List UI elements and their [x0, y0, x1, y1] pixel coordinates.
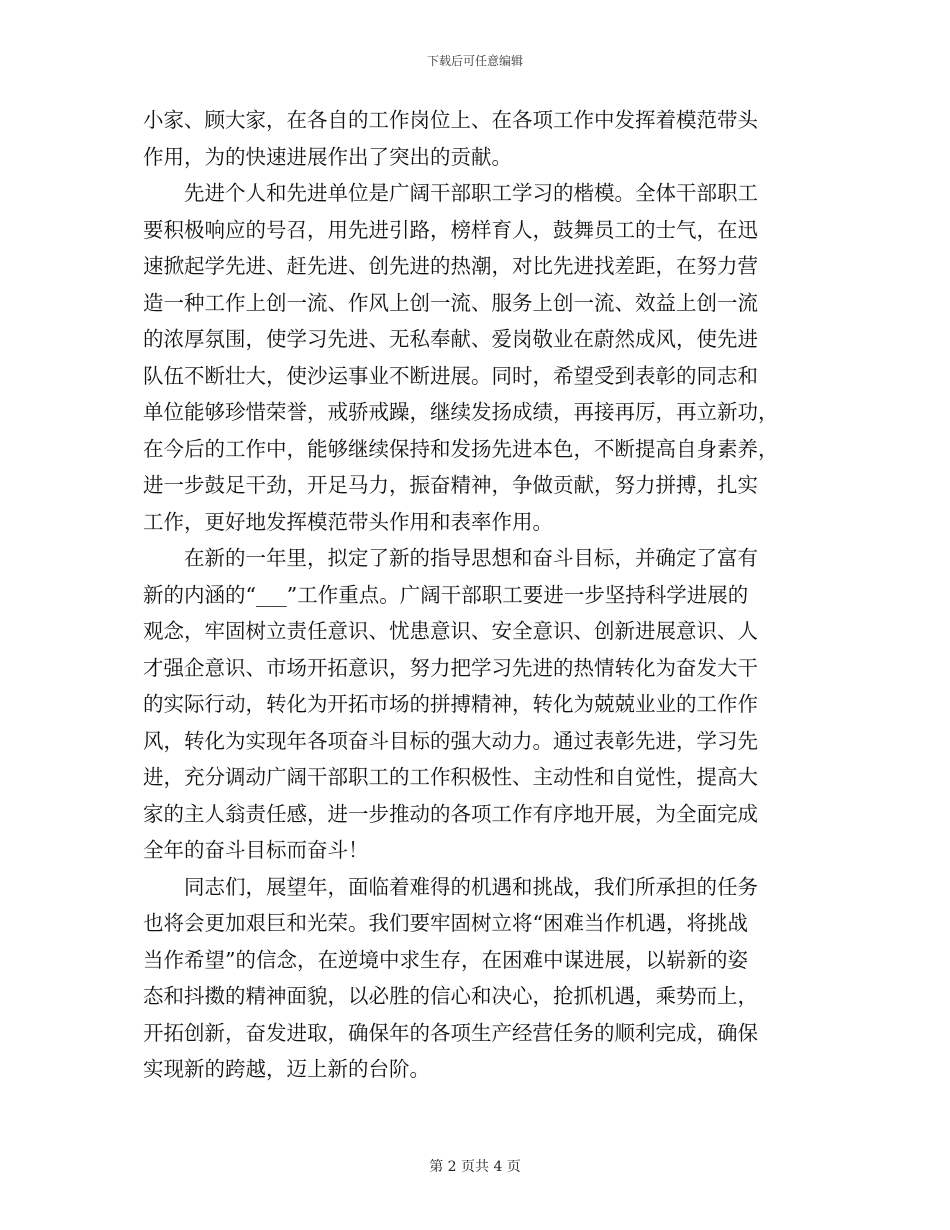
text-line: 进一步鼓足干劲，开足马力，振奋精神，争做贡献，努力拼搏，扎实	[143, 473, 758, 497]
text-line: 全年的奋斗目标而奋斗！	[143, 838, 369, 862]
text-line: 风，转化为实现年各项奋斗目标的强大动力。通过表彰先进，学习先	[143, 728, 758, 753]
text-line: 的实际行动，转化为开拓市场的拼搏精神，转化为兢兢业业的工作作	[143, 692, 758, 716]
text-line: 进，充分调动广阔干部职工的工作积极性、主动性和自觉性，提高大	[143, 765, 758, 789]
paragraph-3	[143, 540, 807, 869]
page-header: 下载后可任意编辑	[426, 54, 523, 68]
text-line: 在今后的工作中，能够继续保持和发扬先进本色，不断提高自身素养，	[143, 436, 779, 461]
text-line: 观念，牢固树立责任意识、忧患意识、安全意识、创新进展意识、人	[143, 619, 758, 643]
text-line: 作用，为的快速进展作出了突出的贡献。	[143, 144, 512, 169]
text-line: 造一种工作上创一流、作风上创一流、服务上创一流、效益上创一流	[143, 290, 758, 315]
page-number: 第 2 页共 4 页	[429, 1159, 521, 1175]
text-line: 队伍不断壮大，使沙运事业不断进展。同时，希望受到表彰的同志和	[143, 363, 758, 388]
text-line: 速掀起学先进、赶先进、创先进的热潮，对比先进找差距，在努力营	[143, 254, 758, 278]
text-line: 单位能够珍惜荣誉，戒骄戒躁，继续发扬成绩，再接再厉，再立新功，	[143, 400, 779, 424]
text-line: 的浓厚氛围，使学习先进、无私奉献、爱岗敬业在蔚然成风，使先进	[143, 327, 758, 351]
paragraph-2	[143, 175, 807, 540]
text-line: 也将会更加艰巨和光荣。我们要牢固树立将“困难当作机遇，将挑战	[143, 911, 748, 935]
text-line: 在新的一年里，拟定了新的指导思想和奋斗目标，并确定了富有	[184, 546, 758, 570]
text-line: 当作希望”的信念，在逆境中求生存，在困难中谋进展，以崭新的姿	[143, 947, 748, 972]
text-line: 新的内涵的“___”工作重点。广阔干部职工要进一步坚持科学进展的	[143, 582, 749, 607]
text-line: 实现新的跨越，迈上新的台阶。	[143, 1057, 430, 1081]
text-line: 要积极响应的号召，用先进引路，榜样育人，鼓舞员工的士气，在迅	[143, 217, 758, 242]
text-line: 工作，更好地发挥模范带头作用和表率作用。	[143, 509, 553, 534]
paragraph-1	[143, 102, 807, 175]
paragraph-4	[143, 869, 807, 1088]
document-body	[143, 102, 807, 1088]
text-line: 开拓创新，奋发进取，确保年的各项生产经营任务的顺利完成，确保	[143, 1020, 758, 1045]
text-line: 同志们，展望年，面临着难得的机遇和挑战，我们所承担的任务	[184, 874, 758, 899]
text-line: 态和抖擞的精神面貌，以必胜的信心和决心，抢抓机遇，乘势而上，	[143, 984, 758, 1008]
text-line: 家的主人翁责任感，进一步推动的各项工作有序地开展，为全面完成	[143, 801, 758, 826]
text-line: 小家、顾大家，在各自的工作岗位上、在各项工作中发挥着模范带头	[143, 108, 758, 132]
text-line: 才强企意识、市场开拓意识，努力把学习先进的热情转化为奋发大干	[143, 655, 758, 680]
text-line: 先进个人和先进单位是广阔干部职工学习的楷模。全体干部职工	[184, 181, 758, 205]
